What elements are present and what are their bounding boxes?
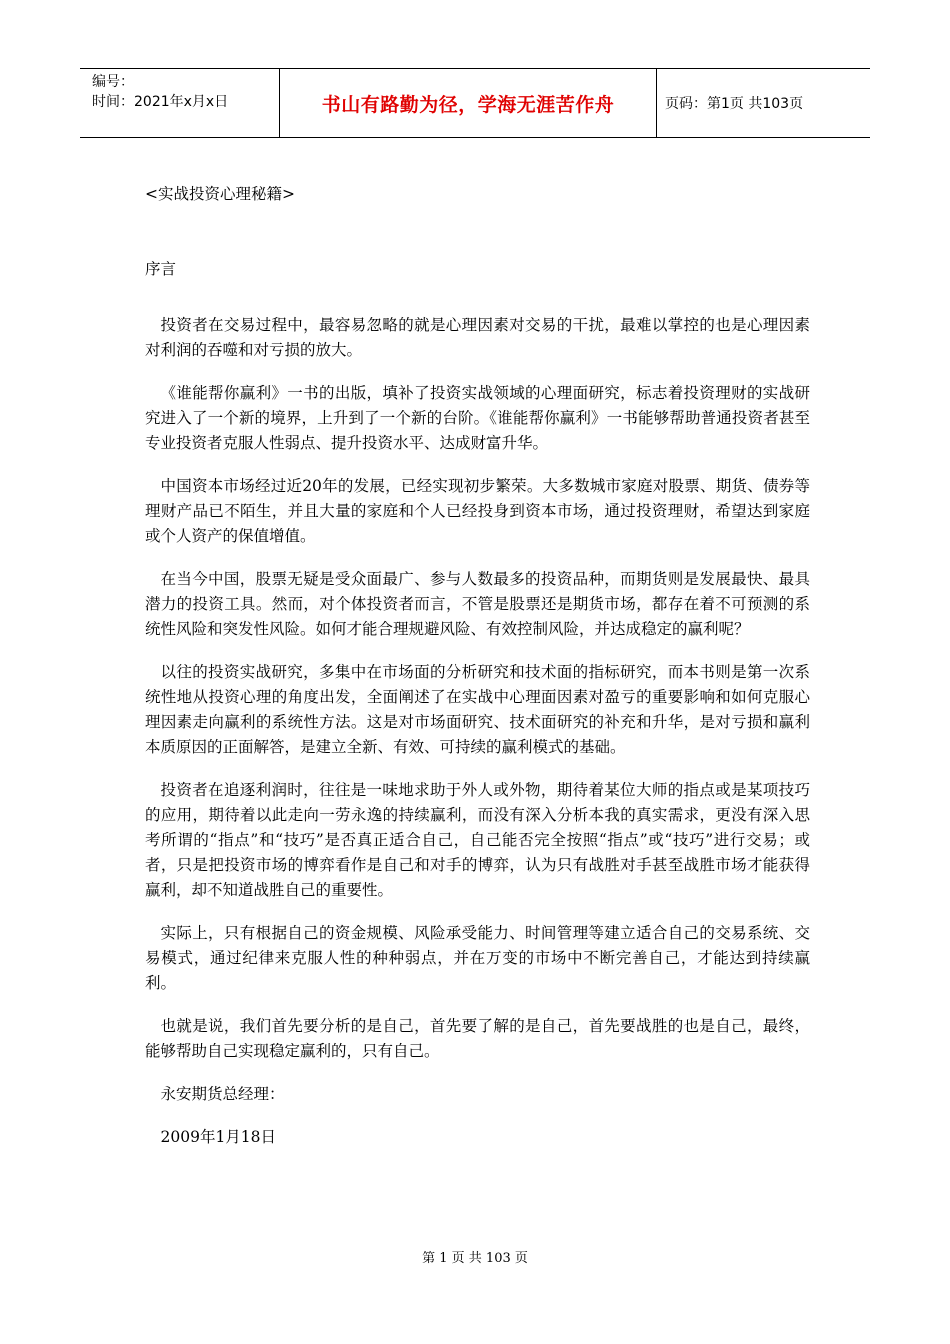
page-label: 页码：第1页 共103页 [665, 96, 804, 112]
paragraph: 在当今中国，股票无疑是受众面最广、参与人数最多的投资品种，而期货则是发展最快、最具潜力的投资工具。然而，对个体投资者而言，不管是股票还是期货市场，都存在着不可预测的系统性风险和突发性风险。如何才能合理规避风险、有效控制风险，并达成稳定的赢利呢？ [145, 570, 810, 638]
paragraph: 《谁能帮你赢利》一书的出版，填补了投资实战领域的心理面研究，标志着投资理财的实战研究进入了一个新的境界，上升到了一个新的台阶。《谁能帮你赢利》一书能够帮助普通投资者甚至专业投资者克服人性弱点、提升投资水平、达成财富升华。 [145, 384, 810, 452]
motto-text: 书山有路勤为径，学海无涯苦作舟 [321, 93, 615, 116]
document-body [145, 182, 810, 1150]
header-meta [80, 69, 280, 137]
footer-page-number: 第 1 页 共 103 页 [422, 1251, 528, 1266]
signature: 永安期货总经理： [160, 1085, 285, 1103]
document-date: 2009年1月18日 [160, 1128, 277, 1146]
paragraph: 实际上，只有根据自己的资金规模、风险承受能力、时间管理等建立适合自己的交易系统、交易模式，通过纪律来克服人性的种种弱点，并在万变的市场中不断完善自己，才能达到持续赢利。 [145, 924, 810, 992]
preface-heading: 序言 [145, 260, 177, 278]
header-page-cell [657, 69, 870, 137]
time-label: 时间：2021年x月x日 [92, 94, 229, 110]
number-label: 编号： [92, 74, 134, 90]
paragraph: 投资者在交易过程中，最容易忽略的就是心理因素对交易的干扰，最难以掌控的也是心理因素对利润的吞噬和对亏损的放大。 [145, 316, 810, 359]
paragraph: 中国资本市场经过近20年的发展，已经实现初步繁荣。大多数城市家庭对股票、期货、债券等理财产品已不陌生，并且大量的家庭和个人已经投身到资本市场，通过投资理财，希望达到家庭或个人资产的保值增值。 [145, 477, 810, 545]
page-header [80, 68, 870, 138]
paragraph: 也就是说，我们首先要分析的是自己，首先要了解的是自己，首先要战胜的也是自己，最终，能够帮助自己实现稳定赢利的，只有自己。 [145, 1017, 810, 1060]
header-motto-cell [280, 69, 657, 137]
page-footer [0, 1247, 950, 1266]
document-title: <实战投资心理秘籍> [145, 185, 295, 203]
paragraph: 以往的投资实战研究，多集中在市场面的分析研究和技术面的指标研究，而本书则是第一次系统性地从投资心理的角度出发，全面阐述了在实战中心理面因素对盈亏的重要影响和如何克服心理因素走向赢利的系统性方法。这是对市场面研究、技术面研究的补充和升华，是对亏损和赢利本质原因的正面解答，是建立全新、有效、可持续的赢利模式的基础。 [145, 663, 810, 756]
paragraph: 投资者在追逐利润时，往往是一味地求助于外人或外物，期待着某位大师的指点或是某项技巧的应用，期待着以此走向一劳永逸的持续赢利，而没有深入分析本我的真实需求，更没有深入思考所谓的“指点”和“技巧”是否真正适合自己，自己能否完全按照“指点”或“技巧”进行交易；或者，只是把投资市场的博弈看作是自己和对手的博弈，认为只有战胜对手甚至战胜市场才能获得赢利，却不知道战胜自己的重要性。 [145, 781, 810, 899]
